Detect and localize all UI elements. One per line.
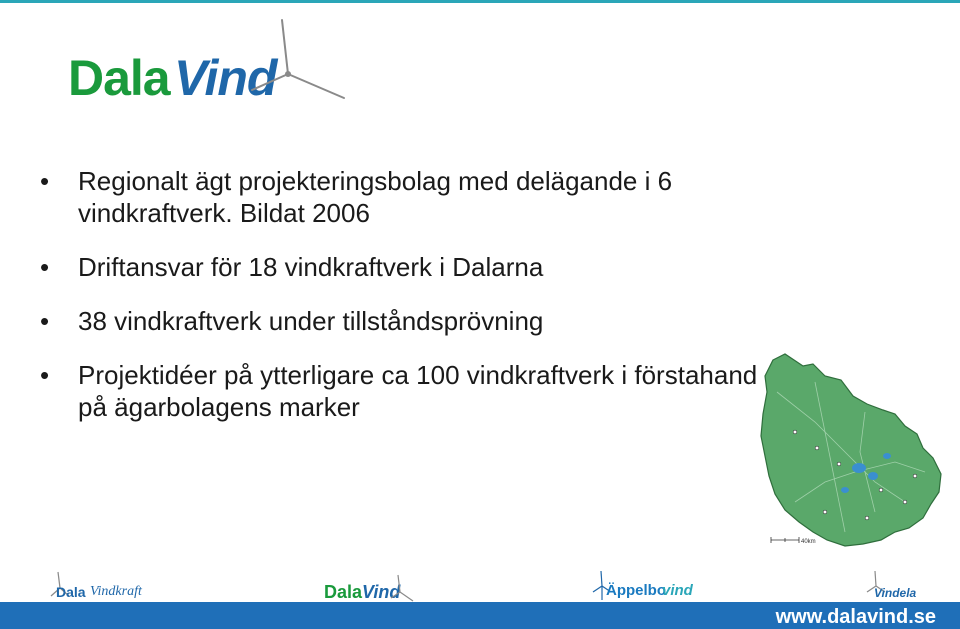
top-accent-line [0,0,960,3]
list-item [40,359,760,423]
website-link[interactable]: www.dalavind.se [775,606,936,628]
dalarna-map [755,352,950,552]
wind-turbine-icon [248,18,348,102]
bullet-text: Projektidéer på ytterligare ca 100 vindkraftverk i förstahand på ägarbolagens marker [78,360,758,422]
bullet-text: 38 vindkraftverk under tillståndsprövning [78,306,544,336]
dalavindkraft-logo [50,570,160,602]
list-item [40,305,760,337]
dalavindkraft-vindkraft-text: Vindkraft [90,584,142,599]
appelbo-vind-text: vind [662,582,693,599]
dalavind-logo [68,18,348,106]
dalavind-footer-logo [324,574,414,602]
bullet-list [40,165,760,445]
dalarna-region [761,354,941,546]
logo-vind-text: Vind [174,50,277,106]
bullet-dot: • [40,166,50,196]
map-scale-bar [771,537,799,543]
bullet-text: Regionalt ägt projekteringsbolag med delägande i 6 vindkraftverk. Bildat 2006 [78,166,673,228]
wind-turbine-icon [390,574,414,602]
logo-dala-text: Dala [68,50,170,106]
bullet-dot: • [40,252,50,282]
bullet-dot: • [40,360,50,390]
bullet-dot: • [40,306,50,336]
map-scale-label: 40km [801,539,816,545]
list-item [40,251,760,283]
appelbovind-logo [592,570,693,604]
appelbo-text: Äppelbo [606,582,666,599]
bullet-text: Driftansvar för 18 vindkraftverk i Dalarna [78,252,544,282]
dalavind-footer-dala: Dala [324,582,363,602]
vindela-text: Vindela [874,586,917,600]
vindela-logo [866,570,936,604]
dalavind-footer-vind: Vind [362,582,401,602]
dalavindkraft-dala-text: Dala [56,584,86,600]
list-item [40,165,760,229]
